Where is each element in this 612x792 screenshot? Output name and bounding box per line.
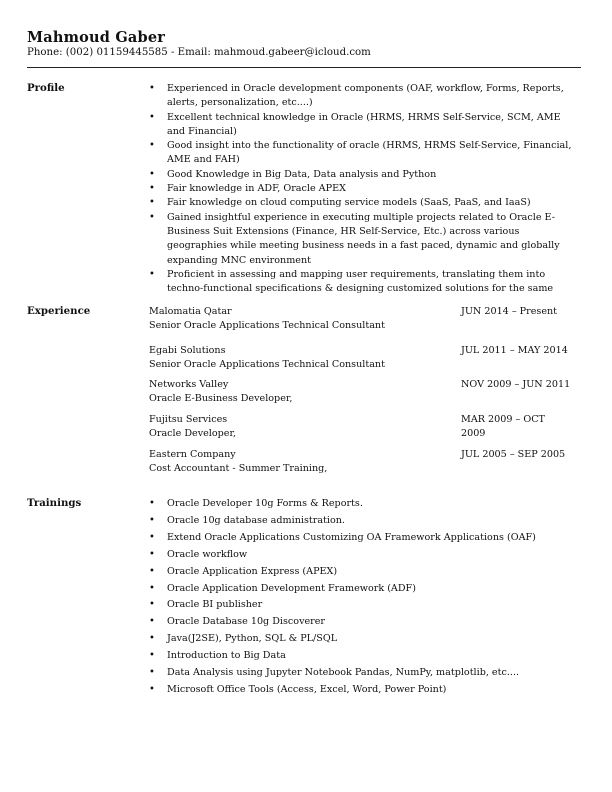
list-item: • Oracle Application Development Framework (ADF) xyxy=(149,581,577,598)
list-item: • Microsoft Office Tools (Access, Excel, Word, Power Point) xyxy=(149,682,577,699)
experience-period: MAR 2009 – OCT 2009 xyxy=(461,414,545,440)
list-item: • Extend Oracle Applications Customizing OA Framework Applications (OAF) xyxy=(149,530,577,547)
list-item: • Experienced in Oracle development components (OAF, workflow, Forms, Reports, alerts, personalization, etc....) xyxy=(149,82,577,111)
section-title-profile: Profile xyxy=(27,82,65,94)
experience-company: Egabi Solutions xyxy=(149,345,226,356)
list-item: • Introduction to Big Data xyxy=(149,648,577,665)
experience-company: Fujitsu Services xyxy=(149,414,228,425)
experience-entry xyxy=(149,344,579,373)
list-item: • Java(J2SE), Python, SQL & PL/SQL xyxy=(149,631,577,648)
experience-role: Oracle Developer, xyxy=(149,428,237,440)
list-item: • Oracle Developer 10g Forms & Reports. xyxy=(149,496,577,513)
experience-company: Networks Valley xyxy=(149,379,229,390)
experience-role: Oracle E-Business Developer, xyxy=(149,393,293,405)
candidate-name: Mahmoud Gaber xyxy=(27,29,166,46)
list-item: • Oracle BI publisher xyxy=(149,597,577,614)
list-item: • Excellent technical knowledge in Oracle (HRMS, HRMS Self-Service, SCM, AME and Financial) xyxy=(149,111,577,140)
section-title-experience: Experience xyxy=(27,305,91,317)
experience-period: JUL 2011 – MAY 2014 xyxy=(461,345,568,356)
experience-period: JUN 2014 – Present xyxy=(461,306,558,317)
list-item: • Oracle 10g database administration. xyxy=(149,513,577,530)
experience-period: NOV 2009 – JUN 2011 xyxy=(461,379,571,390)
list-item: • Oracle Application Express (APEX) xyxy=(149,564,577,581)
experience-role: Cost Accountant - Summer Training, xyxy=(149,463,328,475)
list-item: • Good Knowledge in Big Data, Data analysis and Python xyxy=(149,168,577,182)
list-item: • Good insight into the functionality of oracle (HRMS, HRMS Self-Service, Financial, AME and FAH) xyxy=(149,139,577,168)
list-item: • Data Analysis using Jupyter Notebook Pandas, NumPy, matplotlib, etc.... xyxy=(149,665,577,682)
section-title-trainings: Trainings xyxy=(27,497,82,509)
experience-role: Senior Oracle Applications Technical Consultant xyxy=(149,359,385,371)
experience-company: Malomatia Qatar xyxy=(149,306,232,317)
list-item: • Fair knowledge in ADF, Oracle APEX xyxy=(149,182,577,196)
experience-company: Eastern Company xyxy=(149,449,236,460)
experience-entry xyxy=(149,448,579,477)
list-item: • Gained insightful experience in executing multiple projects related to Oracle E-Business Suit Extensions (Finance, HR Self-Service, Etc.) across various geographies while meeting business needs in a fast paced, dynamic and globally expanding MNC environment xyxy=(149,211,577,268)
experience-entry xyxy=(149,378,579,407)
list-item: • Proficient in assessing and mapping user requirements, translating them into techno-functional specifications & designing customized solutions for the same xyxy=(149,268,577,297)
list-item: • Fair knowledge on cloud computing service models (SaaS, PaaS, and IaaS) xyxy=(149,196,577,210)
list-item: • Oracle workflow xyxy=(149,547,577,564)
trainings-list xyxy=(149,496,577,699)
profile-list xyxy=(149,82,577,296)
header-divider xyxy=(27,67,581,68)
contact-line: Phone: (002) 01159445585 - Email: mahmoud.gabeer@icloud.com xyxy=(27,47,371,58)
experience-period: JUL 2005 – SEP 2005 xyxy=(461,449,566,460)
experience-entry xyxy=(149,305,579,334)
list-item: • Oracle Database 10g Discoverer xyxy=(149,614,577,631)
experience-role: Senior Oracle Applications Technical Consultant xyxy=(149,320,385,332)
experience-entry xyxy=(149,413,579,442)
